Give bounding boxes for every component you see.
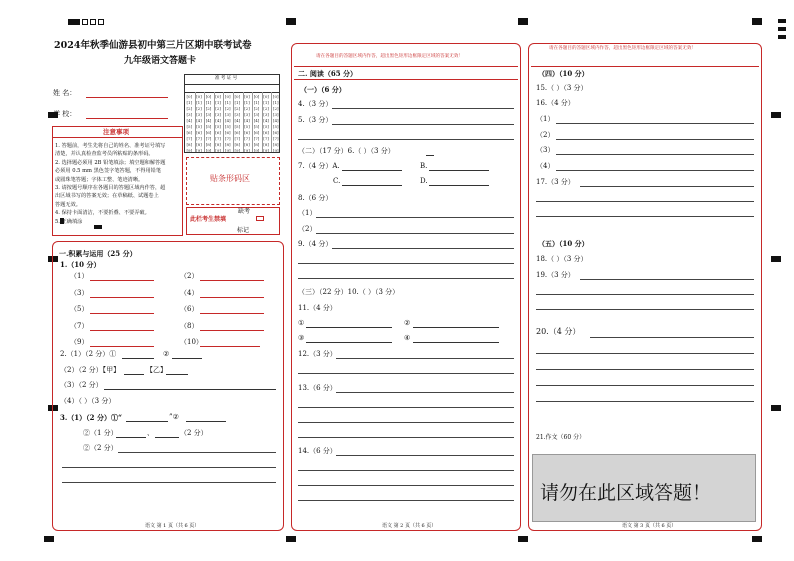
exam-number-bubble[interactable]: [3] xyxy=(272,112,279,117)
exam-number-bubble[interactable]: [7] xyxy=(253,136,260,141)
exam-number-bubble[interactable]: [8] xyxy=(215,142,221,147)
q1-blank-answer[interactable] xyxy=(200,297,264,298)
alignment-mark xyxy=(286,18,296,25)
q8-label: 8.（6 分） xyxy=(298,194,333,202)
exam-number-bubble[interactable]: [6] xyxy=(224,130,231,135)
reading-section-title: 二. 阅读（65 分） xyxy=(298,69,358,78)
q1-blank-answer[interactable] xyxy=(90,313,154,314)
q2-1-answer-a[interactable] xyxy=(122,358,154,359)
exam-number-bubble[interactable]: [1] xyxy=(263,100,269,105)
q1-blank-answer[interactable] xyxy=(90,330,154,331)
reading-sub2: （二）（17 分）6.（ ）（3 分） xyxy=(298,147,395,155)
q5-line[interactable] xyxy=(298,139,514,140)
q1-blank-answer[interactable] xyxy=(200,330,264,331)
notice-item: 出区域书写的答案无效；在草稿纸、试题卷上 xyxy=(55,193,159,200)
q1-blank-label: （10） xyxy=(180,338,203,346)
side-mark xyxy=(771,112,781,118)
q7-d-label: D. xyxy=(420,177,428,185)
q1-blank-label: （4） xyxy=(180,288,199,297)
q16-item-line[interactable] xyxy=(556,154,754,155)
q1-blank-answer[interactable] xyxy=(200,346,260,347)
school-label: 学 校： xyxy=(53,110,77,118)
q2-1-label: 2.（1）（2 分）① xyxy=(60,350,117,358)
q17-line[interactable] xyxy=(580,186,754,187)
q16-item-label: （4） xyxy=(536,161,555,170)
page2-warning: 请在各题目的答题区域内作答，超出黑色矩形边框限定区域的答案无效！ xyxy=(316,54,464,59)
exam-number-bubble[interactable]: [8] xyxy=(224,142,231,147)
exam-title: 2024年秋季仙游县初中第三片区期中联考试卷 xyxy=(54,40,252,51)
q3-2-answer-b[interactable] xyxy=(155,437,179,438)
exam-number-bubble[interactable]: [5] xyxy=(234,124,241,129)
exam-number-bubble[interactable]: [1] xyxy=(186,100,193,105)
q14-label: 14.（6 分） xyxy=(298,447,337,455)
exam-number-bubble[interactable]: [6] xyxy=(263,130,269,135)
q1-blank-label: （7） xyxy=(70,321,89,330)
absent-checkbox[interactable] xyxy=(256,216,264,221)
q3-2b-label: 、 xyxy=(147,429,154,437)
exam-number-bubble[interactable]: [2] xyxy=(253,106,260,111)
exam-number-bubble[interactable]: [3] xyxy=(215,112,221,117)
q3-3-line[interactable] xyxy=(62,467,276,468)
exam-number-bubble[interactable]: [5] xyxy=(224,124,231,129)
absent-mark-label: 标记 xyxy=(237,227,250,234)
q11-c2: ② xyxy=(404,319,411,327)
page3-warning: 请在各题目的答题区域内作答，超出黑色矩形边框限定区域的答案无效！ xyxy=(549,46,697,51)
exam-number-bubble[interactable]: [5] xyxy=(205,124,212,129)
q15-label: 15.（ ）（3 分） xyxy=(536,84,588,92)
q3-3-label: ②（2 分） xyxy=(83,444,118,452)
q13-line[interactable] xyxy=(298,407,514,408)
q1-blank-label: （6） xyxy=(180,305,199,313)
q1-blank-label: （8） xyxy=(180,321,199,330)
q13-label: 13.（6 分） xyxy=(298,384,337,392)
q11-c1: ① xyxy=(298,319,305,327)
q11-c2-answer[interactable] xyxy=(413,327,499,328)
exam-number-bubble[interactable]: [0] xyxy=(263,94,269,99)
q3-3-line[interactable] xyxy=(62,482,276,483)
q7-d-answer[interactable] xyxy=(429,185,489,186)
corner-mark-tl xyxy=(68,19,80,25)
exam-number-bubble[interactable]: [1] xyxy=(205,100,212,105)
q7-c-label: C. xyxy=(333,177,341,185)
exam-number-bubble[interactable]: [5] xyxy=(244,124,250,129)
notice-title: 注意事项 xyxy=(103,128,129,136)
q14-line[interactable] xyxy=(298,470,514,471)
notice-item: 4. 保持卡面清洁，不要折叠、不要弄破。 xyxy=(55,210,150,217)
exam-number-bubble[interactable]: [4] xyxy=(272,118,279,123)
exam-number-bubble[interactable]: [3] xyxy=(244,112,250,117)
q1-blank-label: （9） xyxy=(70,338,89,346)
exam-number-bubble[interactable]: [7] xyxy=(234,136,241,141)
exam-number-bubble[interactable]: [4] xyxy=(224,118,231,123)
q8-1-line[interactable] xyxy=(316,217,514,218)
q2-2b-label: 【乙】 xyxy=(146,366,167,374)
exam-number-bubble[interactable]: [1] xyxy=(272,100,279,105)
q11-c3-answer[interactable] xyxy=(306,342,392,343)
q5-label: 5.（3 分） xyxy=(298,116,333,124)
exam-number-bubble[interactable]: [9] xyxy=(272,148,279,153)
q2-2-answer-b[interactable] xyxy=(166,374,188,375)
q14-line[interactable] xyxy=(336,455,514,456)
reading-sub4: （四）（10 分） xyxy=(538,69,589,78)
exam-number-bubble[interactable]: [7] xyxy=(196,136,202,141)
exam-number-bubble[interactable]: [4] xyxy=(244,118,250,123)
exam-number-bubble[interactable]: [0] xyxy=(205,94,212,99)
exam-number-bubble[interactable]: [8] xyxy=(244,142,250,147)
q20-line[interactable] xyxy=(536,353,754,354)
exam-number-bubble[interactable]: [9] xyxy=(244,148,250,153)
reading-sub5: （五）（10 分） xyxy=(538,239,589,248)
corner-square xyxy=(90,19,96,25)
exam-number-bubble[interactable]: [9] xyxy=(215,148,221,153)
q16-label: 16.（4 分） xyxy=(536,99,575,107)
exam-number-bubble[interactable]: [7] xyxy=(263,136,269,141)
exam-number-bubble[interactable]: [5] xyxy=(215,124,221,129)
q4-label: 4.（3 分） xyxy=(298,100,333,108)
exam-number-bubble[interactable]: [6] xyxy=(272,130,279,135)
exam-number-bubble[interactable]: [1] xyxy=(244,100,250,105)
q3-2-label: ②（1 分） xyxy=(83,429,118,437)
q16-item-line[interactable] xyxy=(556,123,754,124)
q13-line[interactable] xyxy=(336,392,514,393)
q2-1-answer-b[interactable] xyxy=(172,358,202,359)
exam-number-bubble[interactable]: [4] xyxy=(253,118,260,123)
name-field[interactable] xyxy=(86,97,168,98)
q16-item-label: （1） xyxy=(536,115,555,123)
exam-number-bubble[interactable]: [5] xyxy=(253,124,260,129)
exam-number-bubble[interactable]: [4] xyxy=(186,118,193,123)
q20-line[interactable] xyxy=(536,401,754,402)
page2-section-divider xyxy=(294,79,518,80)
q11-c4: ④ xyxy=(404,334,411,342)
barcode-label: 贴条形码区 xyxy=(210,174,250,183)
exam-number-bubble[interactable]: [3] xyxy=(253,112,260,117)
q12-label: 12.（3 分） xyxy=(298,350,337,358)
alignment-mark xyxy=(778,27,786,31)
q19-line[interactable] xyxy=(536,309,754,310)
exam-number-bubble[interactable]: [9] xyxy=(196,148,202,153)
bottom-mark xyxy=(44,536,54,542)
exam-number-bubble[interactable]: [9] xyxy=(253,148,260,153)
exam-number-bubble[interactable]: [7] xyxy=(205,136,212,141)
q11-label: 11.（4 分） xyxy=(298,304,337,312)
q1-blank-answer[interactable] xyxy=(200,313,264,314)
q11-c3: ③ xyxy=(298,334,305,342)
q19-line[interactable] xyxy=(536,294,754,295)
q20-line[interactable] xyxy=(536,385,754,386)
exam-number-bubble[interactable]: [5] xyxy=(272,124,279,129)
q9-label: 9.（4 分） xyxy=(298,240,333,248)
q7-b-label: B. xyxy=(420,162,428,170)
notice-item: 3. 请按题号顺序在各题目的答题区域内作答，超 xyxy=(55,185,166,191)
q17-label: 17.（3 分） xyxy=(536,178,575,186)
exam-number-bubble[interactable]: [0] xyxy=(234,94,241,99)
exam-number-bubble[interactable]: [3] xyxy=(234,112,241,117)
exam-number-bubble[interactable]: [0] xyxy=(253,94,260,99)
part1-title: 一.积累与运用（25 分） xyxy=(59,249,137,258)
exam-number-bubble[interactable]: [0] xyxy=(196,94,202,99)
q4-line[interactable] xyxy=(332,108,514,109)
exam-number-bubble[interactable]: [2] xyxy=(196,106,202,111)
notice-item: 2. 选择题必须用 2B 铅笔填涂；填空题和解答题 xyxy=(55,159,166,166)
q3-1b-label: ”② xyxy=(169,413,179,421)
q1-blank-label: （3） xyxy=(70,288,89,297)
q2-4-label: （4）（ ）（3 分） xyxy=(60,397,116,405)
exam-number-bubble[interactable]: [8] xyxy=(205,142,212,147)
q20-line[interactable] xyxy=(590,337,754,338)
q2-3-answer[interactable] xyxy=(104,389,276,390)
page2-section-divider xyxy=(294,66,518,67)
exam-number-bubble[interactable]: [2] xyxy=(244,106,250,111)
exam-number-bubble[interactable]: [7] xyxy=(272,136,279,141)
q8-2-line[interactable] xyxy=(316,233,514,234)
exam-number-bubble[interactable]: [1] xyxy=(196,100,202,105)
exam-number-bubble[interactable]: [7] xyxy=(224,136,231,141)
corner-square xyxy=(98,19,104,25)
notice-item: 必须用 0.5 mm 黑色签字笔答题，不得用铅笔 xyxy=(55,168,162,175)
q14-line[interactable] xyxy=(298,485,514,486)
q1-blank-answer[interactable] xyxy=(90,346,154,347)
q19-line[interactable] xyxy=(580,279,754,280)
exam-number-bubble[interactable]: [2] xyxy=(186,106,193,111)
exam-number-bubble[interactable]: [1] xyxy=(224,100,231,105)
q9-line[interactable] xyxy=(298,263,514,264)
q9-line[interactable] xyxy=(332,248,514,249)
q16-item-label: （2） xyxy=(536,130,555,139)
notice-item: 清楚，并认真检查监考员所粘贴的条形码。 xyxy=(55,151,154,158)
name-label: 姓 名： xyxy=(53,89,77,97)
q3-1-answer-a[interactable] xyxy=(126,421,168,422)
exam-number-bubble[interactable]: [2] xyxy=(234,106,241,111)
q3-1-answer-b[interactable] xyxy=(186,421,226,422)
alignment-mark xyxy=(752,18,762,25)
exam-number-bubble[interactable]: [6] xyxy=(234,130,241,135)
exam-number-bubble[interactable]: [7] xyxy=(244,136,250,141)
q17-line[interactable] xyxy=(536,201,754,202)
q1-blank-answer[interactable] xyxy=(90,280,154,281)
q21-label: 21.作文（60 分） xyxy=(536,434,586,441)
correct-fill-sample xyxy=(94,225,102,229)
exam-number-bubble[interactable]: [2] xyxy=(215,106,221,111)
exam-number-bubble[interactable]: [9] xyxy=(186,148,193,153)
exam-number-bubble[interactable]: [2] xyxy=(205,106,212,111)
q7-a-answer[interactable] xyxy=(342,170,402,171)
page3-footer: 语文 第 3 页（共 6 页） xyxy=(622,523,677,529)
q20-label: 20.（4 分） xyxy=(536,327,581,336)
reading-sub3: （三）（22 分）10.（ ）（3 分） xyxy=(298,288,400,296)
exam-number-bubble[interactable]: [8] xyxy=(186,142,193,147)
q1-blank-label: （2） xyxy=(180,272,199,280)
corner-square xyxy=(82,19,88,25)
q17-line[interactable] xyxy=(536,216,754,217)
q1-blank-answer[interactable] xyxy=(200,280,264,281)
exam-number-bubble[interactable]: [8] xyxy=(272,142,279,147)
exam-number-bubble[interactable]: [6] xyxy=(244,130,250,135)
no-answer-text: 请勿在此区域答题！ xyxy=(540,482,712,504)
q3-2c-label: （2 分） xyxy=(180,429,208,437)
q16-item-label: （3） xyxy=(536,146,555,154)
notice-item: 1. 答题前，考生先将自己的姓名、准考证号填写 xyxy=(55,143,166,149)
q8-1-label: （1） xyxy=(298,209,317,217)
exam-number-bubble[interactable]: [2] xyxy=(263,106,269,111)
q11-c4-answer[interactable] xyxy=(413,342,499,343)
q1-label: 1.（10 分） xyxy=(60,260,101,269)
q12-line[interactable] xyxy=(298,373,514,374)
exam-number-bubble[interactable]: [4] xyxy=(205,118,212,123)
exam-number-bubble[interactable]: [0] xyxy=(224,94,231,99)
q18-label: 18.（ ）（3 分） xyxy=(536,255,588,263)
notice-item: 或圆珠笔答题；字体工整、笔迹清晰。 xyxy=(55,176,144,183)
exam-number-bubble[interactable]: [4] xyxy=(263,118,269,123)
q3-3-line[interactable] xyxy=(118,452,276,453)
q6-tail xyxy=(426,155,434,156)
exam-number-bubble[interactable]: [0] xyxy=(186,94,193,99)
exam-number-bubble[interactable]: [8] xyxy=(253,142,260,147)
q9-line[interactable] xyxy=(298,278,514,279)
exam-number-bubble[interactable]: [4] xyxy=(215,118,221,123)
exam-number-bubble[interactable]: [5] xyxy=(196,124,202,129)
exam-number-bubble[interactable]: [3] xyxy=(205,112,212,117)
exam-number-bubble[interactable]: [6] xyxy=(215,130,221,135)
page2-footer: 语文 第 2 页（共 6 页） xyxy=(382,523,437,529)
exam-number-bubble[interactable]: [2] xyxy=(272,106,279,111)
q13-line[interactable] xyxy=(298,422,514,423)
notice-item: 5. 正确填涂 xyxy=(55,218,83,225)
q16-item-line[interactable] xyxy=(556,139,754,140)
q16-item-line[interactable] xyxy=(556,170,754,171)
exam-number-bubble[interactable]: [3] xyxy=(196,112,202,117)
exam-number-bubble[interactable]: [0] xyxy=(215,94,221,99)
q20-line[interactable] xyxy=(536,369,754,370)
bottom-mark xyxy=(286,536,296,542)
exam-number-bubble[interactable]: [5] xyxy=(263,124,269,129)
q1-blank-label: （1） xyxy=(70,272,89,280)
exam-number-bubble[interactable]: [3] xyxy=(186,112,193,117)
exam-number-bubble[interactable]: [9] xyxy=(234,148,241,153)
school-field[interactable] xyxy=(86,118,168,119)
q13-line[interactable] xyxy=(298,437,514,438)
side-mark xyxy=(771,256,781,262)
exam-number-bubble[interactable]: [4] xyxy=(234,118,241,123)
exam-number-bubble[interactable]: [8] xyxy=(196,142,202,147)
exam-number-bubble[interactable]: [9] xyxy=(263,148,269,153)
exam-number-bubble[interactable]: [1] xyxy=(215,100,221,105)
reading-sub1: （一）（6 分） xyxy=(300,85,346,94)
q1-blank-answer[interactable] xyxy=(90,297,154,298)
exam-number-bubble[interactable]: [5] xyxy=(186,124,193,129)
bottom-mark xyxy=(752,536,762,542)
exam-number-bubble[interactable]: [8] xyxy=(234,142,241,147)
exam-number-bubble[interactable]: [9] xyxy=(224,148,231,153)
q2-2-label: （2）（2 分）【甲】 xyxy=(60,366,121,374)
exam-number-bubble[interactable]: [0] xyxy=(244,94,250,99)
exam-number-bubble[interactable]: [9] xyxy=(205,148,212,153)
q7-c-answer[interactable] xyxy=(342,185,402,186)
q2-1b-label: ② xyxy=(163,350,170,358)
q5-line[interactable] xyxy=(332,124,514,125)
q2-3-label: （3）（2 分） xyxy=(60,381,103,389)
exam-number-bubble[interactable]: [7] xyxy=(215,136,221,141)
side-mark xyxy=(771,405,781,411)
bottom-mark xyxy=(518,536,528,542)
page3-section-divider xyxy=(531,66,759,67)
alignment-mark xyxy=(518,18,528,25)
exam-subtitle: 九年级语文答题卡 xyxy=(124,56,197,66)
absent-note: 此栏考生禁填 xyxy=(190,216,227,223)
q3-1-label: 3.（1）（2 分）①“ xyxy=(60,413,123,422)
exam-number-bubble[interactable]: [3] xyxy=(224,112,231,117)
alignment-mark xyxy=(778,35,786,39)
q7-b-answer[interactable] xyxy=(429,170,489,171)
q11-c1-answer[interactable] xyxy=(306,327,392,328)
q7-label: 7.（4 分）A. xyxy=(298,162,340,170)
exam-number-bubble[interactable]: [6] xyxy=(205,130,212,135)
exam-number-bubble[interactable]: [1] xyxy=(234,100,241,105)
exam-number-bubble[interactable]: [3] xyxy=(263,112,269,117)
q19-label: 19.（3 分） xyxy=(536,271,575,279)
q2-2-answer-a[interactable] xyxy=(124,374,144,375)
exam-number-grid[interactable] xyxy=(184,74,280,153)
exam-number-bubble[interactable]: [7] xyxy=(186,136,193,141)
q1-blank-label: （5） xyxy=(70,305,89,313)
alignment-mark xyxy=(778,19,786,23)
exam-number-label: 准 考 证 号 xyxy=(215,76,238,81)
exam-number-bubble[interactable]: [2] xyxy=(224,106,231,111)
exam-number-bubble[interactable]: [0] xyxy=(272,94,279,99)
q8-2-label: （2） xyxy=(298,225,317,233)
page1-footer: 语文 第 1 页（共 6 页） xyxy=(145,523,200,529)
absent-label: 缺考 xyxy=(238,208,251,215)
exam-number-bubble[interactable]: [6] xyxy=(196,130,202,135)
q12-line[interactable] xyxy=(336,358,514,359)
q14-line[interactable] xyxy=(298,500,514,501)
exam-number-bubble[interactable]: [4] xyxy=(196,118,202,123)
notice-item: 答题无效。 xyxy=(55,201,81,208)
exam-number-bubble[interactable]: [1] xyxy=(253,100,260,105)
exam-number-bubble[interactable]: [6] xyxy=(253,130,260,135)
exam-number-bubble[interactable]: [8] xyxy=(263,142,269,147)
q3-2-answer-a[interactable] xyxy=(116,437,146,438)
exam-number-bubble[interactable]: [6] xyxy=(186,130,193,135)
